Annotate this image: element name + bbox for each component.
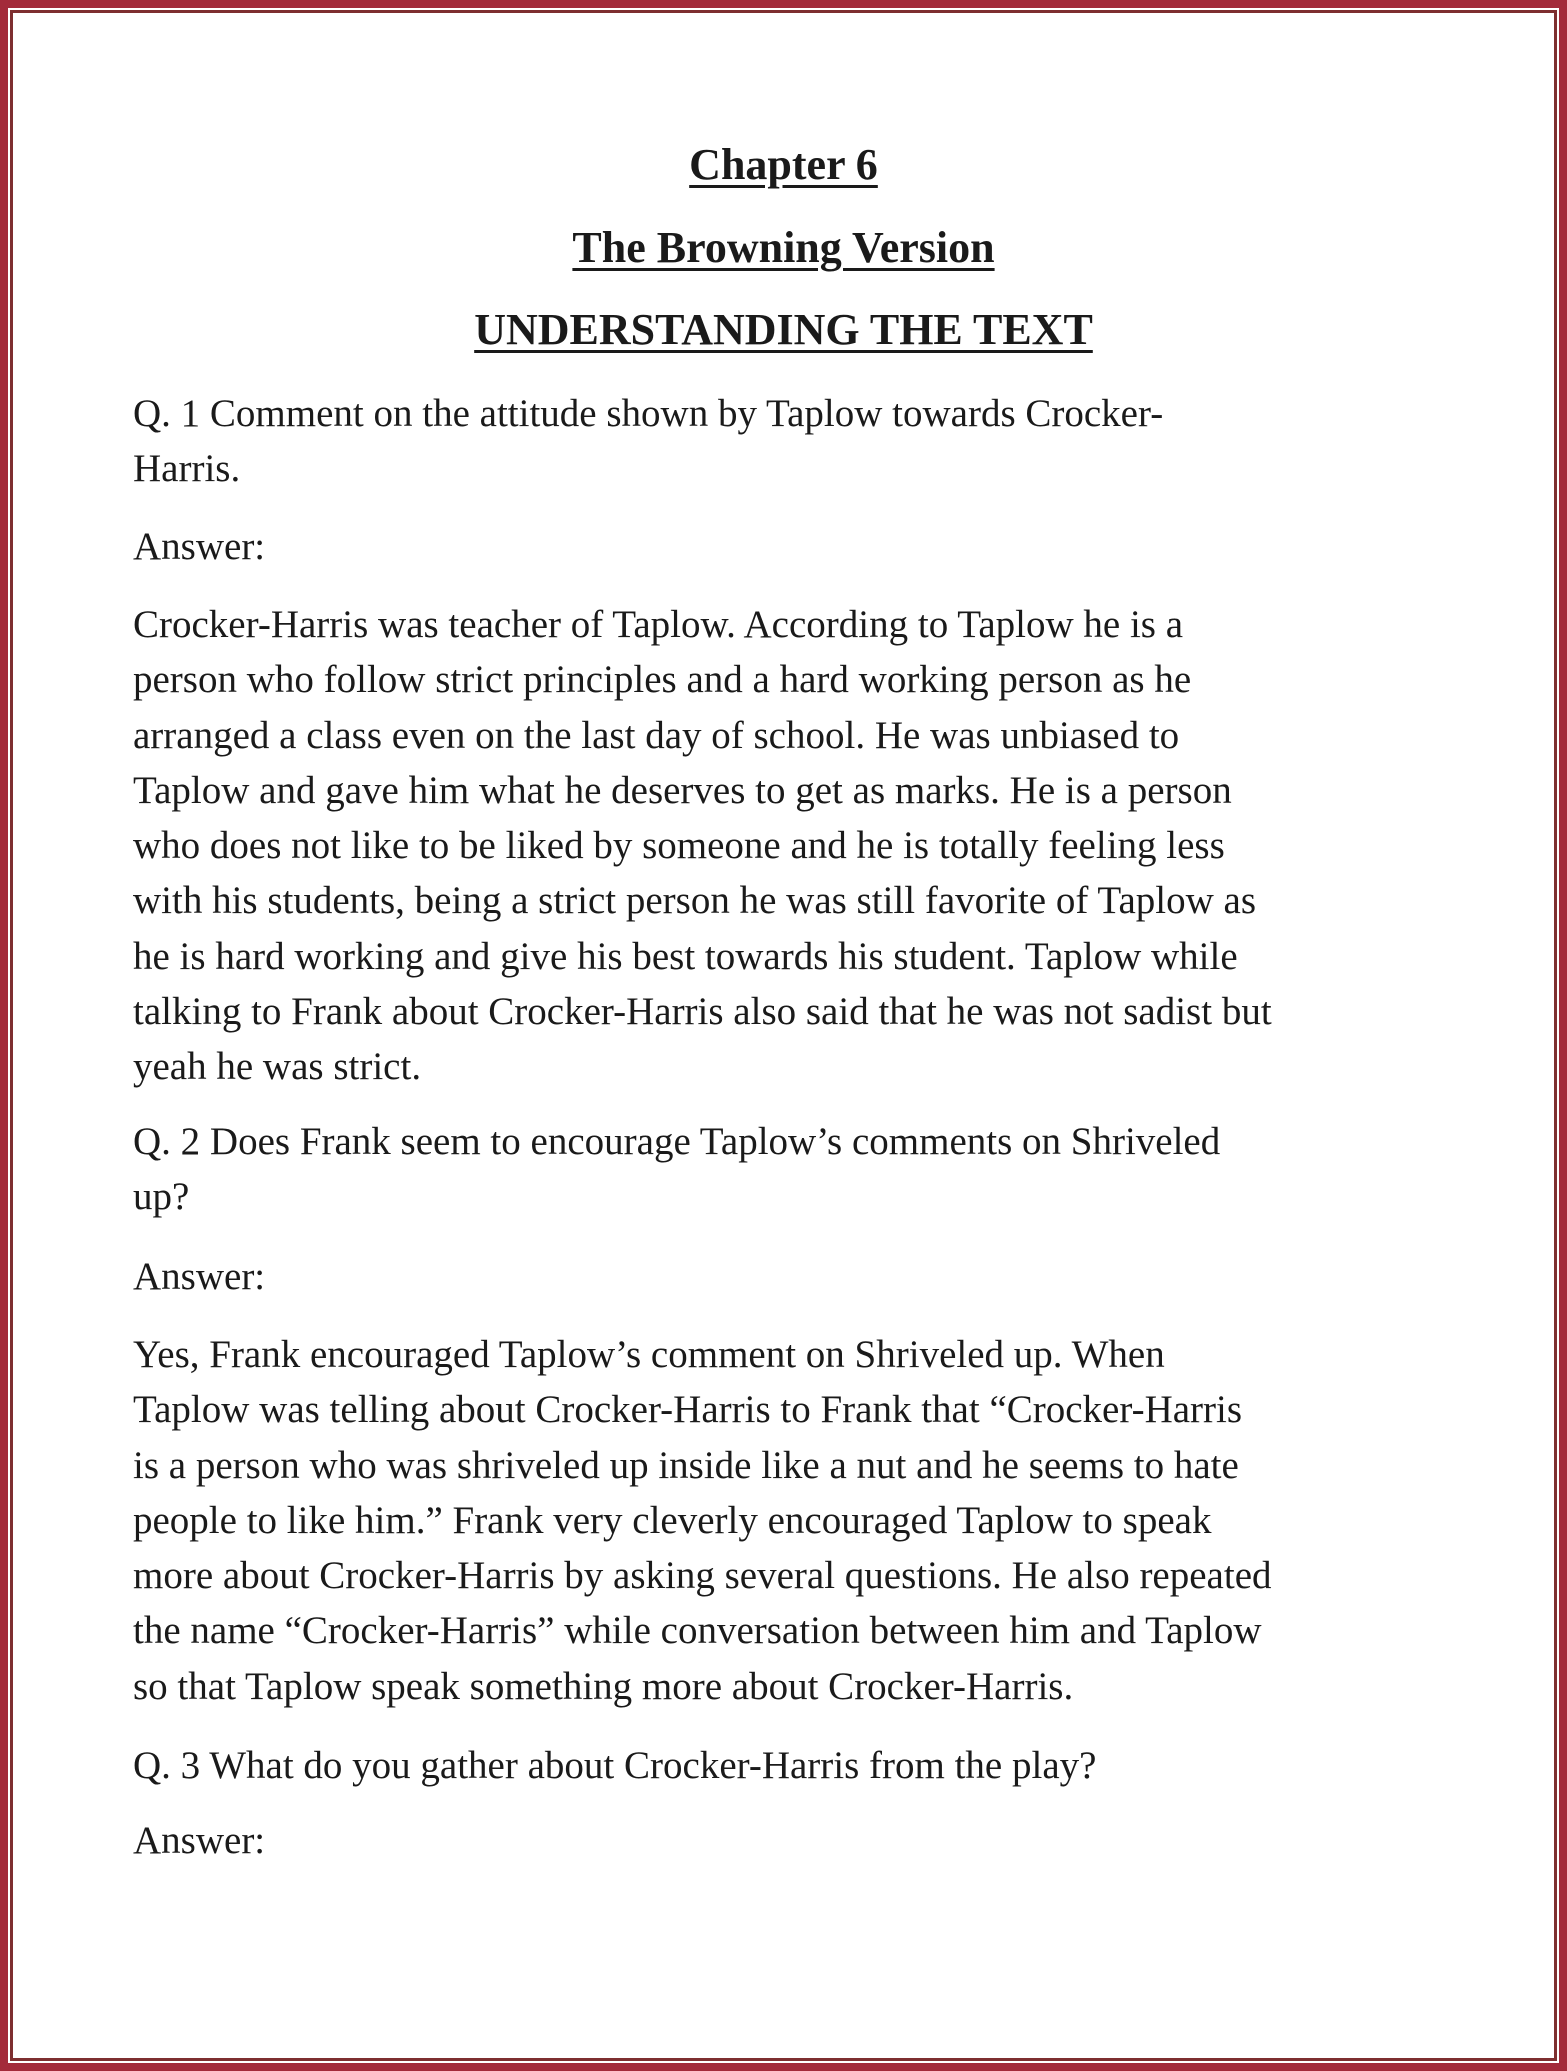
answer-line: arranged a class even on the last day of school. He was unbiased to bbox=[133, 713, 1180, 757]
question-line: up? bbox=[133, 1175, 190, 1219]
answer-line: he is hard working and give his best towards his student. Taplow while bbox=[133, 934, 1238, 978]
answer-line: Yes, Frank encouraged Taplow’s comment on Shriveled up. When bbox=[133, 1333, 1165, 1376]
answer-line: Taplow and gave him what he deserves to get as marks. He is a person bbox=[133, 768, 1232, 812]
answer-line: who does not like to be liked by someone and he is totally feeling less bbox=[133, 824, 1225, 868]
answer-line: the name “Crocker-Harris” while conversation between him and Taplow bbox=[133, 1609, 1262, 1653]
question-1 bbox=[133, 386, 1453, 497]
title-heading: The Browning Version bbox=[572, 223, 995, 272]
question-line: Q. 1 Comment on the attitude shown by Taplow towards Crocker- bbox=[133, 392, 1164, 435]
question-line: Q. 2 Does Frank seem to encourage Taplow’s comments on Shriveled bbox=[133, 1120, 1221, 1163]
question-line: Q. 3 What do you gather about Crocker-Harris from the play? bbox=[133, 1744, 1097, 1787]
answer-2 bbox=[133, 1327, 1453, 1714]
answer-label-3: Answer: bbox=[133, 1819, 266, 1862]
question-3 bbox=[133, 1738, 1453, 1793]
answer-line: people to like him.” Frank very cleverly encouraged Taplow to speak bbox=[133, 1498, 1212, 1542]
section-heading: UNDERSTANDING THE TEXT bbox=[474, 305, 1093, 354]
answer-line: with his students, being a strict person he was still favorite of Taplow as bbox=[133, 879, 1257, 923]
answer-line: talking to Frank about Crocker-Harris also said that he was not sadist but bbox=[133, 990, 1272, 1034]
answer-line: more about Crocker-Harris by asking several questions. He also repeated bbox=[133, 1554, 1272, 1598]
answer-line: so that Taplow speak something more about Crocker-Harris. bbox=[133, 1664, 1074, 1708]
question-2 bbox=[133, 1114, 1453, 1225]
answer-line: yeah he was strict. bbox=[133, 1045, 422, 1089]
chapter-heading: Chapter 6 bbox=[689, 140, 878, 189]
question-line: Harris. bbox=[133, 447, 241, 491]
answer-line: Taplow was telling about Crocker-Harris to Frank that “Crocker-Harris bbox=[133, 1388, 1243, 1432]
answer-line: person who follow strict principles and a hard working person as he bbox=[133, 658, 1192, 702]
answer-label-1: Answer: bbox=[133, 525, 266, 568]
answer-1 bbox=[133, 597, 1453, 1095]
answer-line: is a person who was shriveled up inside like a nut and he seems to hate bbox=[133, 1443, 1239, 1487]
answer-label-2: Answer: bbox=[133, 1255, 266, 1298]
answer-line: Crocker-Harris was teacher of Taplow. According to Taplow he is a bbox=[133, 603, 1184, 646]
